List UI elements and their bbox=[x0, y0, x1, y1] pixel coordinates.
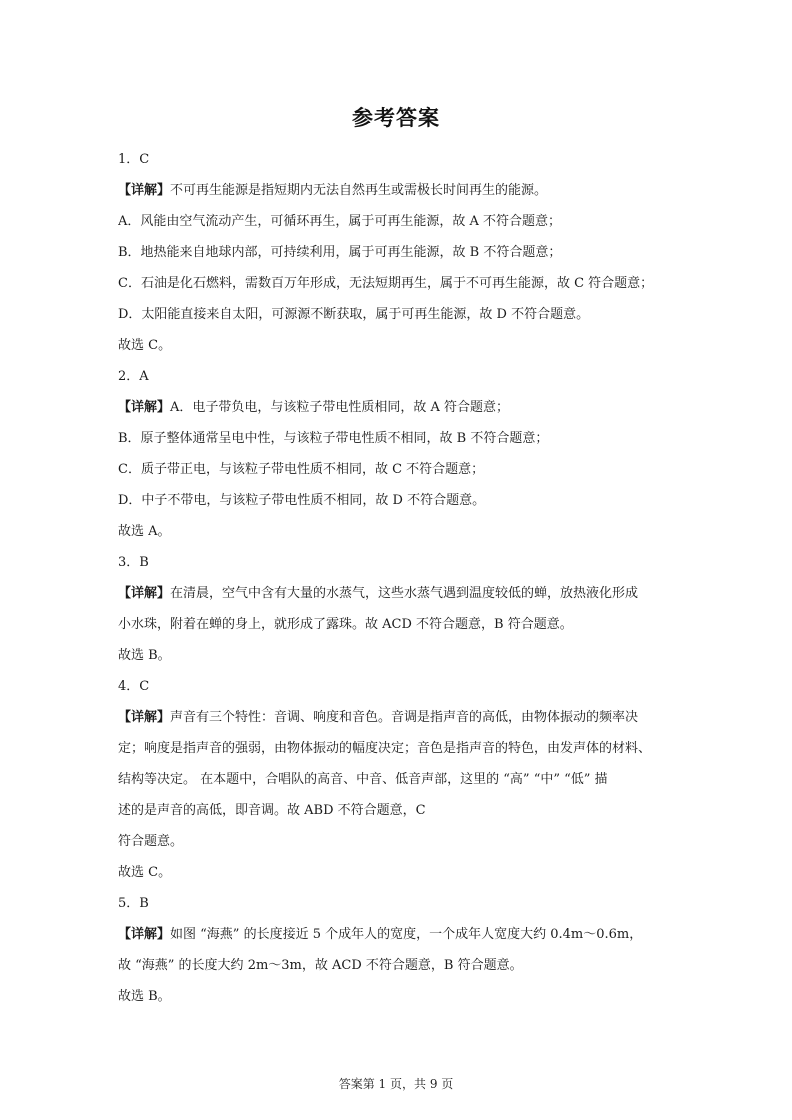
explanation-line: C．质子带正电，与该粒子带电性质不相同，故 C 不符合题意； bbox=[118, 462, 485, 477]
answer-block-2 bbox=[118, 361, 678, 547]
answer-block-4 bbox=[118, 671, 678, 888]
explanation-line: 故 “海燕” 的长度大约 2m～3m，故 ACD 不符合题意，B 符合题意。 bbox=[118, 958, 523, 973]
answer-number: 5．B bbox=[118, 896, 149, 911]
explanation-line: 述的是声音的高低，即音调。故 ABD 不符合题意，C bbox=[118, 803, 426, 818]
explanation-line bbox=[118, 175, 678, 206]
answer-number: 4．C bbox=[118, 679, 150, 694]
answer-block-1 bbox=[118, 144, 678, 361]
explanation-line: A．风能由空气流动产生，可循环再生，属于可再生能源，故 A 不符合题意； bbox=[118, 214, 562, 229]
explanation-line: 小水珠，附着在蝉的身上，就形成了露珠。故 ACD 不符合题意，B 符合题意。 bbox=[118, 617, 573, 632]
page-footer: 答案第 1 页，共 9 页 bbox=[338, 1077, 454, 1091]
answer-block-3 bbox=[118, 547, 678, 671]
explanation-tag: 【详解】 bbox=[118, 710, 171, 725]
page-title: 参考答案 bbox=[352, 106, 440, 130]
answer-block-5 bbox=[118, 888, 678, 1012]
answer-number: 3．B bbox=[118, 555, 149, 570]
answers-content bbox=[118, 144, 678, 1012]
answer-number: 1．C bbox=[118, 152, 150, 167]
explanation-tag: 【详解】 bbox=[118, 400, 171, 415]
conclusion-line: 故选 B。 bbox=[118, 648, 171, 663]
conclusion-line: 故选 A。 bbox=[118, 524, 171, 539]
explanation-line bbox=[118, 702, 678, 733]
explanation-line: B．地热能来自地球内部，可持续利用，属于可再生能源，故 B 不符合题意； bbox=[118, 245, 562, 260]
explanation-tag: 【详解】 bbox=[118, 586, 171, 601]
explanation-line bbox=[118, 392, 678, 423]
explanation-text: 声音有三个特性：音调、响度和音色。音调是指声音的高低，由物体振动的频率决 bbox=[170, 710, 639, 725]
explanation-tag: 【详解】 bbox=[118, 927, 171, 942]
explanation-line: 定；响度是指声音的强弱，由物体振动的幅度决定；音色是指声音的特色，由发声体的材料、 bbox=[118, 741, 652, 756]
explanation-line: 符合题意。 bbox=[118, 834, 184, 849]
explanation-line: 结构等决定。 在本题中，合唱队的高音、中音、低音声部，这里的 “高” “中” “低” 描 bbox=[118, 772, 608, 787]
conclusion-line: 故选 B。 bbox=[118, 989, 171, 1004]
conclusion-line: 故选 C。 bbox=[118, 865, 172, 880]
answer-number: 2．A bbox=[118, 369, 149, 384]
explanation-text: 如图 “海燕” 的长度接近 5 个成年人的宽度，一个成年人宽度大约 0.4m～0.6m， bbox=[170, 927, 643, 942]
explanation-line: C．石油是化石燃料，需数百万年形成，无法短期再生，属于不可再生能源，故 C 符合题意； bbox=[118, 276, 654, 291]
conclusion-line: 故选 C。 bbox=[118, 338, 172, 353]
explanation-line bbox=[118, 578, 678, 609]
explanation-tag: 【详解】 bbox=[118, 183, 171, 198]
explanation-line: D．太阳能直接来自太阳，可源源不断获取，属于可再生能源，故 D 不符合题意。 bbox=[118, 307, 590, 322]
explanation-text: A．电子带负电，与该粒子带电性质相同，故 A 符合题意； bbox=[170, 400, 510, 415]
explanation-line: D．中子不带电，与该粒子带电性质不相同，故 D 不符合题意。 bbox=[118, 493, 486, 508]
explanation-text: 在清晨，空气中含有大量的水蒸气，这些水蒸气遇到温度较低的蝉，放热液化形成 bbox=[170, 586, 639, 601]
explanation-line: B．原子整体通常呈电中性，与该粒子带电性质不相同，故 B 不符合题意； bbox=[118, 431, 549, 446]
explanation-line bbox=[118, 919, 678, 950]
explanation-text: 不可再生能源是指短期内无法自然再生或需极长时间再生的能源。 bbox=[170, 183, 548, 198]
